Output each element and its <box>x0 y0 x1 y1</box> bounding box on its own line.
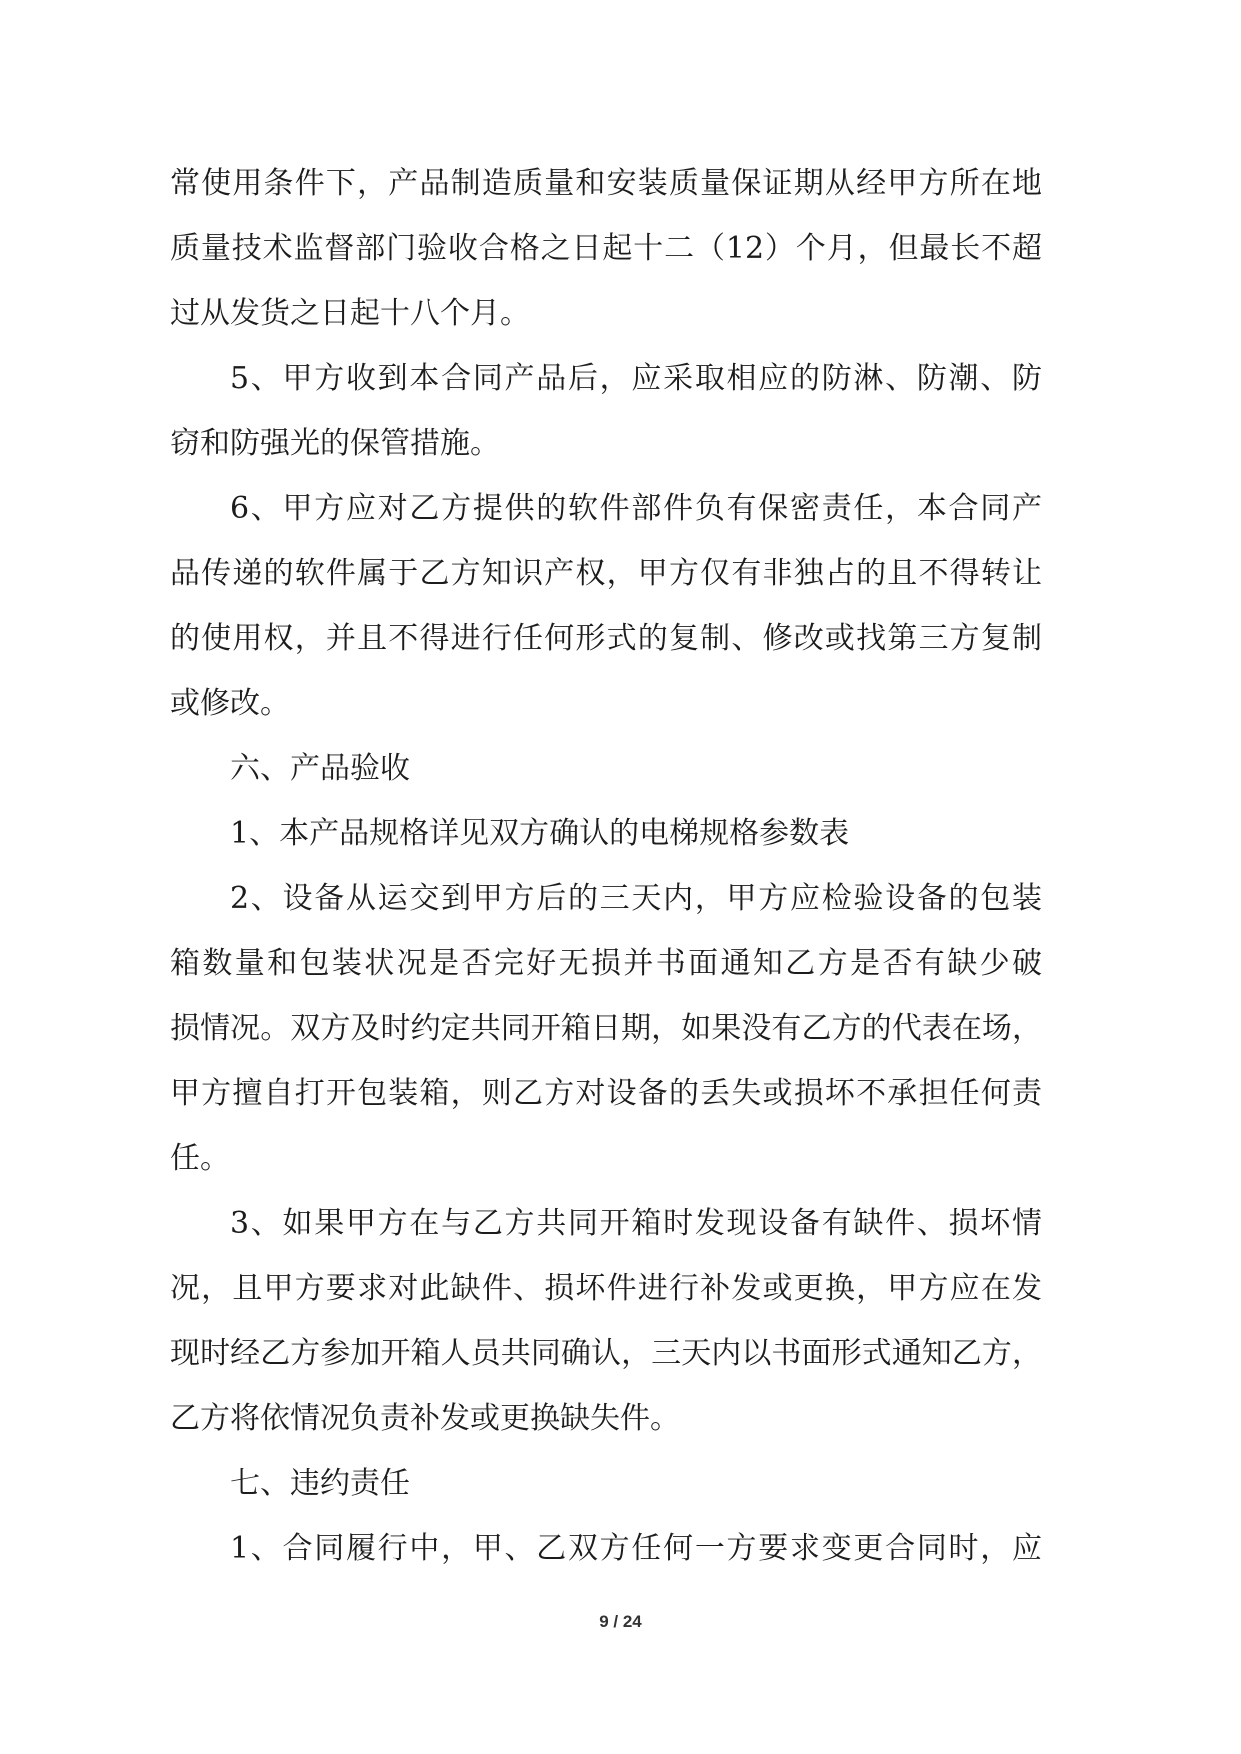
text-line: 乙方将依情况负责补发或更换缺失件。 <box>170 1401 680 1436</box>
text-line: 6、甲方应对乙方提供的软件部件负有保密责任，本合同产 <box>230 491 1042 526</box>
text-line: 甲方擅自打开包装箱，则乙方对设备的丢失或损坏不承担任何责 <box>170 1076 1042 1111</box>
text-line: 现时经乙方参加开箱人员共同确认，三天内以书面形式通知乙方， <box>170 1336 1042 1371</box>
text-line: 箱数量和包装状况是否完好无损并书面通知乙方是否有缺少破 <box>170 946 1042 981</box>
paragraph <box>170 801 1042 866</box>
page-number: 9 / 24 <box>599 1612 642 1631</box>
paragraph <box>170 866 1042 1191</box>
section-heading-text: 六、产品验收 <box>230 751 410 786</box>
paragraph <box>170 1516 1042 1581</box>
text-line: 常使用条件下，产品制造质量和安装质量保证期从经甲方所在地 <box>170 166 1042 201</box>
text-line: 2、设备从运交到甲方后的三天内，甲方应检验设备的包装 <box>230 881 1042 916</box>
text-line: 况，且甲方要求对此缺件、损坏件进行补发或更换，甲方应在发 <box>170 1271 1042 1306</box>
text-line: 任。 <box>170 1141 230 1176</box>
paragraph <box>170 151 1042 346</box>
document-body <box>170 151 1042 1581</box>
text-line: 1、本产品规格详见双方确认的电梯规格参数表 <box>230 816 850 851</box>
text-line: 窃和防强光的保管措施。 <box>170 426 500 461</box>
text-line: 过从发货之日起十八个月。 <box>170 296 530 331</box>
text-line: 5、甲方收到本合同产品后，应采取相应的防淋、防潮、防 <box>230 361 1042 396</box>
section-heading <box>170 1451 1042 1516</box>
paragraph <box>170 476 1042 736</box>
text-line: 1、合同履行中，甲、乙双方任何一方要求变更合同时，应 <box>230 1531 1042 1566</box>
paragraph <box>170 346 1042 476</box>
paragraph <box>170 1191 1042 1451</box>
section-heading <box>170 736 1042 801</box>
text-line: 损情况。双方及时约定共同开箱日期，如果没有乙方的代表在场， <box>170 1011 1042 1046</box>
text-line: 的使用权，并且不得进行任何形式的复制、修改或找第三方复制 <box>170 621 1042 656</box>
section-heading-text: 七、违约责任 <box>230 1466 410 1501</box>
text-line: 品传递的软件属于乙方知识产权，甲方仅有非独占的且不得转让 <box>170 556 1042 591</box>
text-line: 质量技术监督部门验收合格之日起十二（12）个月，但最长不超 <box>170 231 1042 266</box>
text-line: 3、如果甲方在与乙方共同开箱时发现设备有缺件、损坏情 <box>230 1206 1042 1241</box>
text-line: 或修改。 <box>170 686 290 721</box>
